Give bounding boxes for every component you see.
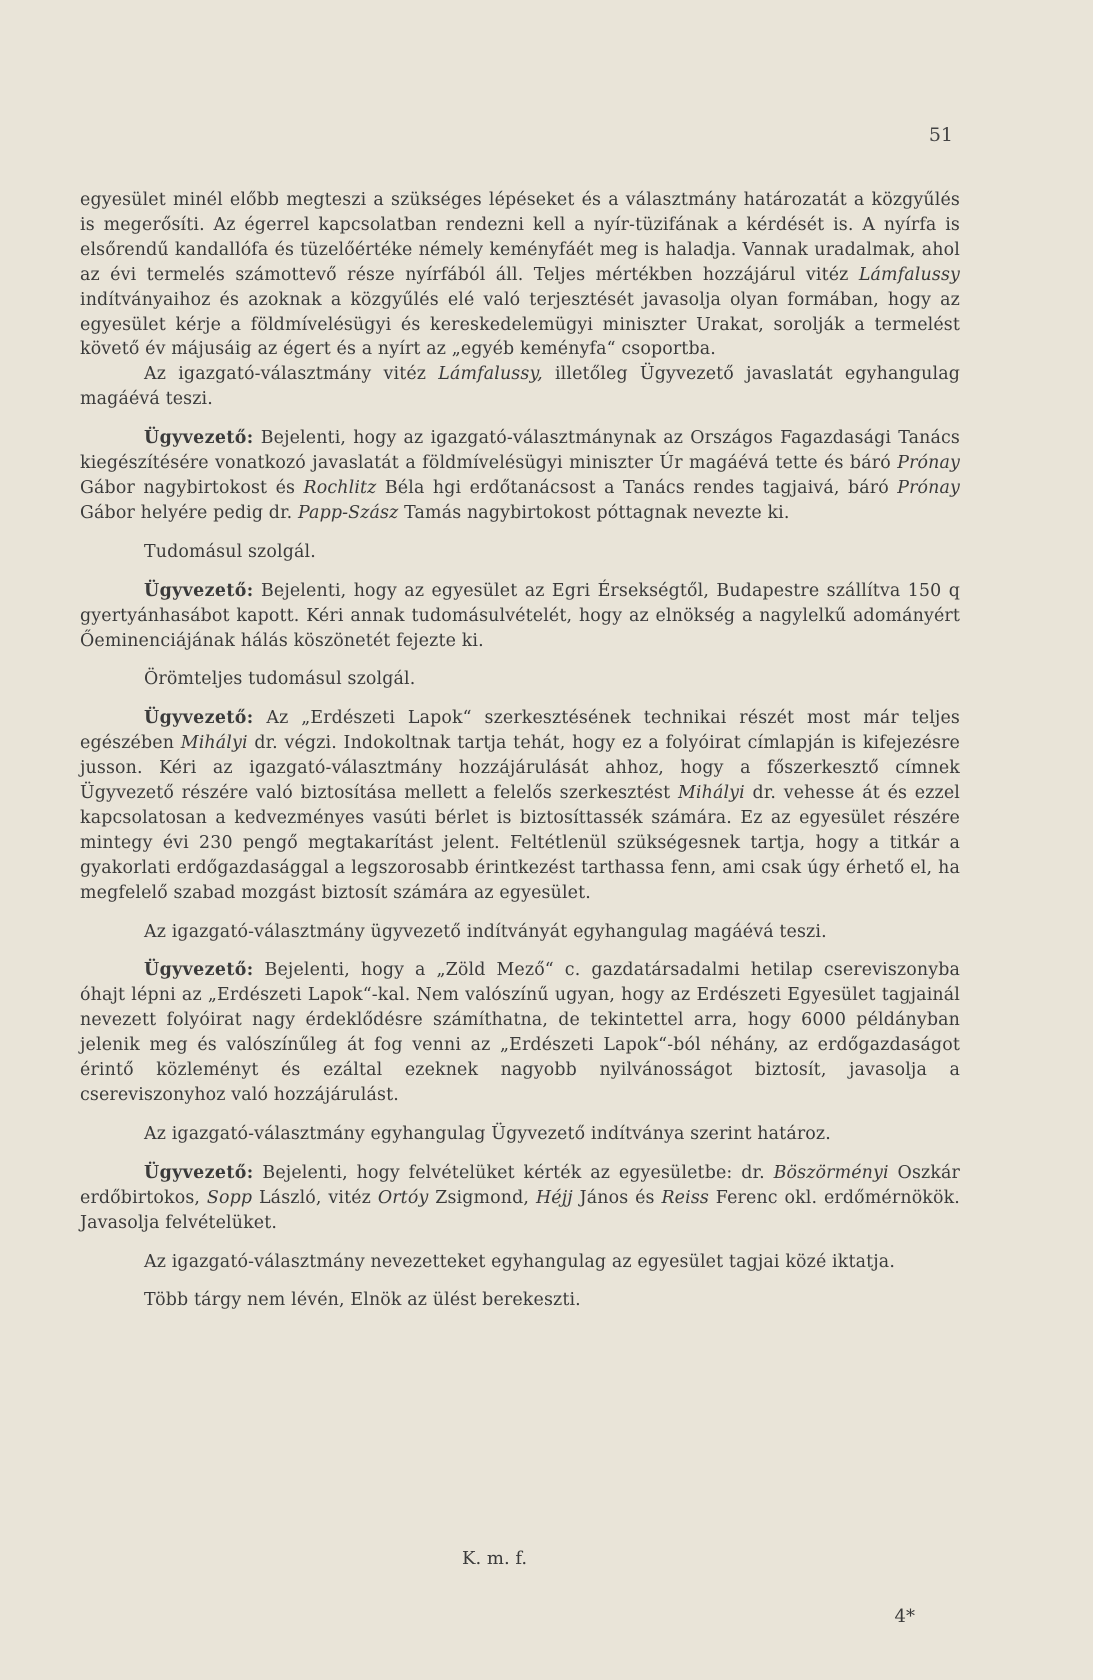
page-number: 51 <box>928 124 953 146</box>
text-run: Tudomásul szolgál. <box>144 541 316 562</box>
italic-name: Prónay <box>897 477 960 498</box>
text-run: Örömteljes tudomásul szolgál. <box>144 669 416 690</box>
paragraph <box>80 188 960 362</box>
text-run: Bejelenti, hogy a „Zöld Mező“ c. gazdatársadalmi hetilap csereviszonyba óhajt lépni az „Erdészeti Lapok“-kal. Nem valószínű ugyan, hogy az Erdészeti Egyesület tagjainál nevezett folyóirat nagy érdeklődésre számíthatna, de tekintettel arra, hogy 6000 példányban jelenik meg és valószínűleg át fog venni az „Erdészeti Lapok“-ból néhány, az erdőgazdaságot érintő közleményt és ezáltal ezeknek nagyobb nyilvánosságot biztosít, javasolja a csereviszonyhoz való hozzájárulást. <box>80 960 960 1105</box>
speaker-label: Ügyvezető: <box>144 1162 254 1183</box>
italic-name: Rochlitz <box>303 477 377 498</box>
paragraph <box>80 1161 960 1236</box>
text-run: Bejelenti, hogy az egyesület az Egri Érsekségtől, Budapestre szállítva 150 q gyertyánhasábot kapott. Kéri annak tudomásulvételét, hogy az elnökség a nagylelkű adományért Őeminenciájának hálás köszönetét fejezte ki. <box>80 580 960 651</box>
paragraph <box>80 958 960 1107</box>
text-run: Több tárgy nem lévén, Elnök az ülést berekeszti. <box>144 1290 581 1311</box>
italic-name: Lámfalussy <box>858 264 960 285</box>
paragraph <box>80 579 960 654</box>
italic-name: Héjj <box>535 1187 573 1208</box>
italic-name: Lámfalussy, <box>438 364 543 385</box>
italic-name: Papp-Szász <box>297 502 399 523</box>
text-run: Oszkár erdőbirtokos, <box>80 1162 960 1208</box>
speaker-label: Ügyvezető: <box>144 960 254 981</box>
paragraph <box>80 540 960 565</box>
text-run: Tamás nagybirtokost póttagnak nevezte ki. <box>398 502 790 523</box>
text-run: illetőleg Ügyvezető javaslatát egyhangulag magáévá teszi. <box>80 364 960 410</box>
speaker-label: Ügyvezető: <box>144 428 254 449</box>
text-run: egyesület minél előbb megteszi a szükséges lépéseket és a választmány határozatát a közgyűlés is megerősíti. Az égerrel kapcsolatban rendezni kell a nyír-tüzifának a kérdését is. A nyírfa is elsőrendű kandallófa és tüzelőértéke némely keményfáét meg is haladja. Vannak uradalmak, ahol az évi termelés számottevő része nyírfából áll. Teljes mértékben hozzájárul vitéz <box>80 190 960 285</box>
text-run: Bejelenti, hogy az igazgató-választmánynak az Országos Fagazdasági Tanács kiegészítésére vonatkozó javaslatát a földmívelésügyi miniszter Úr magáévá tette és báró <box>80 428 960 474</box>
paragraph <box>80 706 960 905</box>
text-run: Gábor helyére pedig dr. <box>80 502 298 523</box>
text-run: dr. végzi. Indokoltnak tartja tehát, hogy ez a folyóirat címlapján is kifejezésre jusson. Kéri az igazgató-választmány hozzájárulását ahhoz, hogy a főszerkesztő címnek Ügyvezető részére való biztosítása mellett a felelős szerkesztést <box>80 733 961 804</box>
speaker-label: Ügyvezető: <box>144 708 254 729</box>
paragraph <box>80 1250 960 1275</box>
text-run: Az igazgató-választmány vitéz <box>144 364 439 385</box>
italic-name: Böszörményi <box>773 1162 889 1183</box>
text-run: dr. vehesse át és ezzel kapcsolatosan a kedvezményes vasúti bérlet is biztosíttassék számára. Ez az egyesület részére mintegy évi 230 pengő megtakarítást jelent. Feltétlenül szükségesnek tartja, hogy a titkár a gyakorlati erdőgazdasággal a legszorosabb érintkezést tarthassa fenn, ami csak úgy érhető el, ha megfelelő szabad mozgást biztosít számára az egyesület. <box>80 783 960 903</box>
italic-name: Sopp <box>206 1187 253 1208</box>
text-run: Az „Erdészeti Lapok“ szerkesztésének technikai részét most már teljes egészében <box>80 708 960 754</box>
paragraph <box>80 1288 960 1313</box>
paragraph <box>80 667 960 692</box>
speaker-label: Ügyvezető: <box>144 580 254 601</box>
signature-mark: 4* <box>894 1606 915 1627</box>
italic-name: Reiss <box>661 1187 709 1208</box>
text-run: Ferenc okl. erdőmérnökök. Javasolja felvételüket. <box>80 1187 960 1233</box>
body-text <box>80 188 960 1313</box>
text-run: Zsigmond, <box>428 1187 536 1208</box>
paragraph <box>80 920 960 945</box>
paragraph <box>80 1122 960 1147</box>
text-run: Az igazgató-választmány nevezetteket egyhangulag az egyesület tagjai közé iktatja. <box>144 1251 895 1272</box>
text-run: László, vitéz <box>252 1187 378 1208</box>
italic-name: Ortóy <box>377 1187 429 1208</box>
italic-name: Mihályi <box>180 733 248 754</box>
text-run: Az igazgató-választmány egyhangulag Ügyvezető indítványa szerint határoz. <box>144 1123 831 1144</box>
text-run: Bejelenti, hogy felvételüket kérték az egyesületbe: dr. <box>253 1162 774 1183</box>
text-run: János és <box>572 1187 662 1208</box>
text-run: Béla hgi erdőtanácsost a Tanács rendes tagjaivá, báró <box>376 477 898 498</box>
italic-name: Prónay <box>897 453 960 474</box>
text-run: indítványaihoz és azoknak a közgyűlés elé való terjesztését javasolja olyan formában, hogy az egyesület kérje a földmívelésügyi és kereskedelemügyi miniszter Urakat, sorolják a termelést követő év májusáig az égert és a nyírt az „egyéb keményfa“ csoportba. <box>80 289 960 360</box>
closing-abbreviation: K. m. f. <box>462 1548 528 1569</box>
italic-name: Mihályi <box>677 783 745 804</box>
paragraph <box>80 426 960 526</box>
text-run: Gábor nagybirtokost és <box>80 477 304 498</box>
paragraph <box>80 362 960 412</box>
text-run: Az igazgató-választmány ügyvezető indítványát egyhangulag magáévá teszi. <box>144 921 827 942</box>
